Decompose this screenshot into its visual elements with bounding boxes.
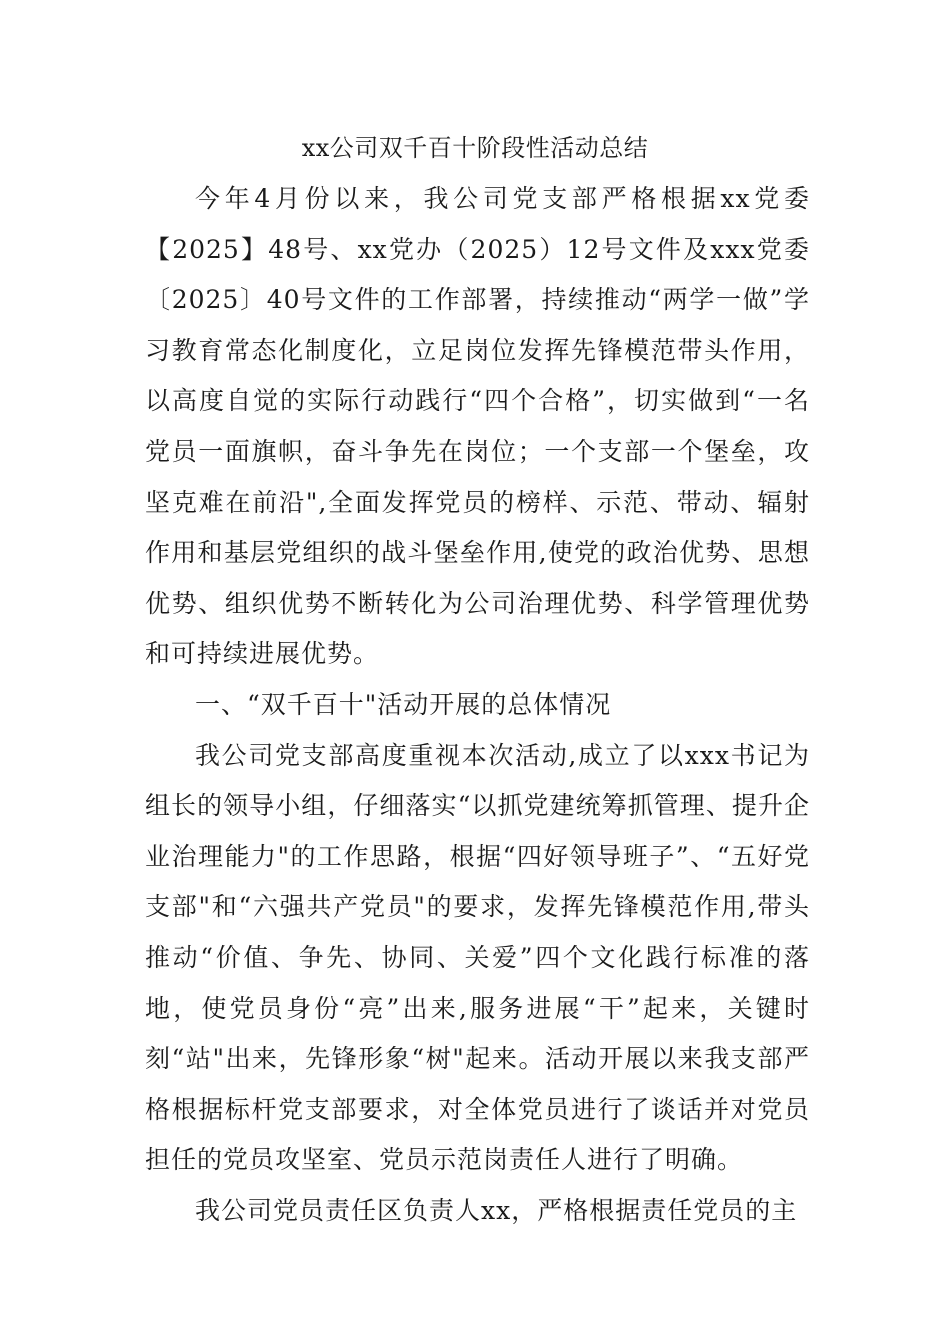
section-heading-overview: 一、“双千百十"活动开展的总体情况 [195, 689, 612, 719]
document-body [145, 174, 810, 1236]
paragraph-overview: 我公司党支部高度重视本次活动,成立了以xxx书记为组长的领导小组，仔细落实“以抓党建统筹抓管理、提升企业治理能力"的工作思路，根据“四好领导班子”、“五好党支部"和“六强共产党员"的要求，发挥先锋模范作用,带头推动“价值、争先、协同、关爱”四个文化践行标准的落地，使党员身份“亮”出来,服务进展“干”起来，关键时刻“站"出来，先锋形象“树"起来。活动开展以来我支部严格根据标杆党支部要求，对全体党员进行了谈话并对党员担任的党员攻坚室、党员示范岗责任人进行了明确。 [145, 740, 810, 1175]
document-title: xx公司双千百十阶段性活动总结 [301, 134, 649, 162]
paragraph-intro: 今年4月份以来，我公司党支部严格根据xx党委【2025】48号、xx党办（2025）12号文件及xxx党委〔2025〕40号文件的工作部署，持续推动“两学一做”学习教育常态化制度化，立足岗位发挥先锋模范带头作用，以高度自觉的实际行动践行“四个合格”，切实做到“一名党员一面旗帜，奋斗争先在岗位；一个支部一个堡垒，攻坚克难在前沿",全面发挥党员的榜样、示范、带动、辐射作用和基层党组织的战斗堡垒作用,使党的政治优势、思想优势、组织优势不断转化为公司治理优势、科学管理优势和可持续进展优势。 [145, 184, 810, 669]
paragraph-responsibility: 我公司党员责任区负责人xx，严格根据责任党员的主 [195, 1195, 798, 1225]
